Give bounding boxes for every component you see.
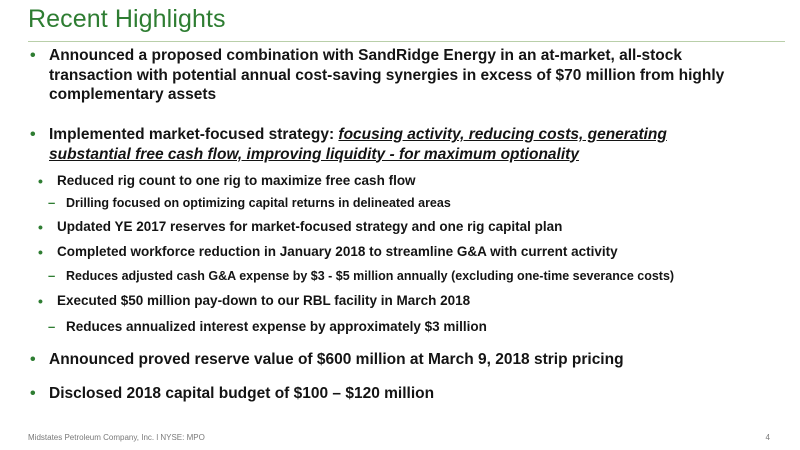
bullet-marker: • <box>30 47 36 64</box>
bullet-marker: • <box>30 351 36 368</box>
bullet-marker: • <box>38 173 43 189</box>
bullet-text: Executed $50 million pay-down to our RBL facility in March 2018 <box>57 293 471 308</box>
bullet-text <box>49 125 749 164</box>
bullet-text: Announced proved reserve value of $600 million at March 9, 2018 strip pricing <box>49 351 624 368</box>
slide-title: Recent Highlights <box>28 5 226 33</box>
bullet-rig-count <box>38 172 757 190</box>
bullet-text: Disclosed 2018 capital budget of $100 – $120 million <box>49 385 435 402</box>
bullet-text: Reduced rig count to one rig to maximize free cash flow <box>57 173 416 188</box>
bullet-lead-text: Implemented market-focused strategy: <box>49 126 339 143</box>
dash-marker: – <box>48 195 56 210</box>
dash-marker: – <box>48 319 56 334</box>
bullet-marker: • <box>30 126 36 143</box>
subbullet-interest-expense <box>48 318 766 336</box>
bullet-text: Updated YE 2017 reserves for market-focused strategy and one rig capital plan <box>57 219 563 234</box>
bullet-workforce-reduction <box>38 243 757 261</box>
bullet-text: Announced a proposed combination with SandRidge Energy in an at-market, all-stock transaction with potential annual cost-saving synergies in excess of $70 million from highly complementary assets <box>49 47 725 103</box>
footer-company: Midstates Petroleum Company, Inc. l NYSE: MPO <box>28 433 205 442</box>
bullet-marker: • <box>38 219 43 235</box>
dash-marker: – <box>48 268 56 283</box>
bullet-ye-reserves <box>38 218 757 236</box>
bullet-text: Reduces adjusted cash G&A expense by $3 - $5 million annually (excluding one-time severance costs) <box>66 269 675 283</box>
page-number: 4 <box>765 433 770 442</box>
bullet-marker: • <box>38 293 43 309</box>
subbullet-drilling-focus <box>48 195 766 211</box>
bullet-capital-budget <box>30 384 749 404</box>
subbullet-ga-expense <box>48 268 766 284</box>
bullet-text: Completed workforce reduction in January 2018 to streamline G&A with current activity <box>57 244 618 259</box>
bullet-rbl-paydown <box>38 292 757 310</box>
bullet-text: Drilling focused on optimizing capital returns in delineated areas <box>66 196 451 210</box>
bullet-proved-reserve-value <box>30 350 749 370</box>
bullet-emphasis-text: focusing activity, reducing costs, generating substantial free cash flow, improving liquidity - for maximum optionality <box>49 126 667 163</box>
bullet-marker: • <box>30 385 36 402</box>
bullet-sandridge-combination <box>30 46 749 105</box>
bullet-text: Reduces annualized interest expense by approximately $3 million <box>66 319 487 334</box>
bullet-market-focused-strategy <box>30 125 749 164</box>
bullet-marker: • <box>38 244 43 260</box>
